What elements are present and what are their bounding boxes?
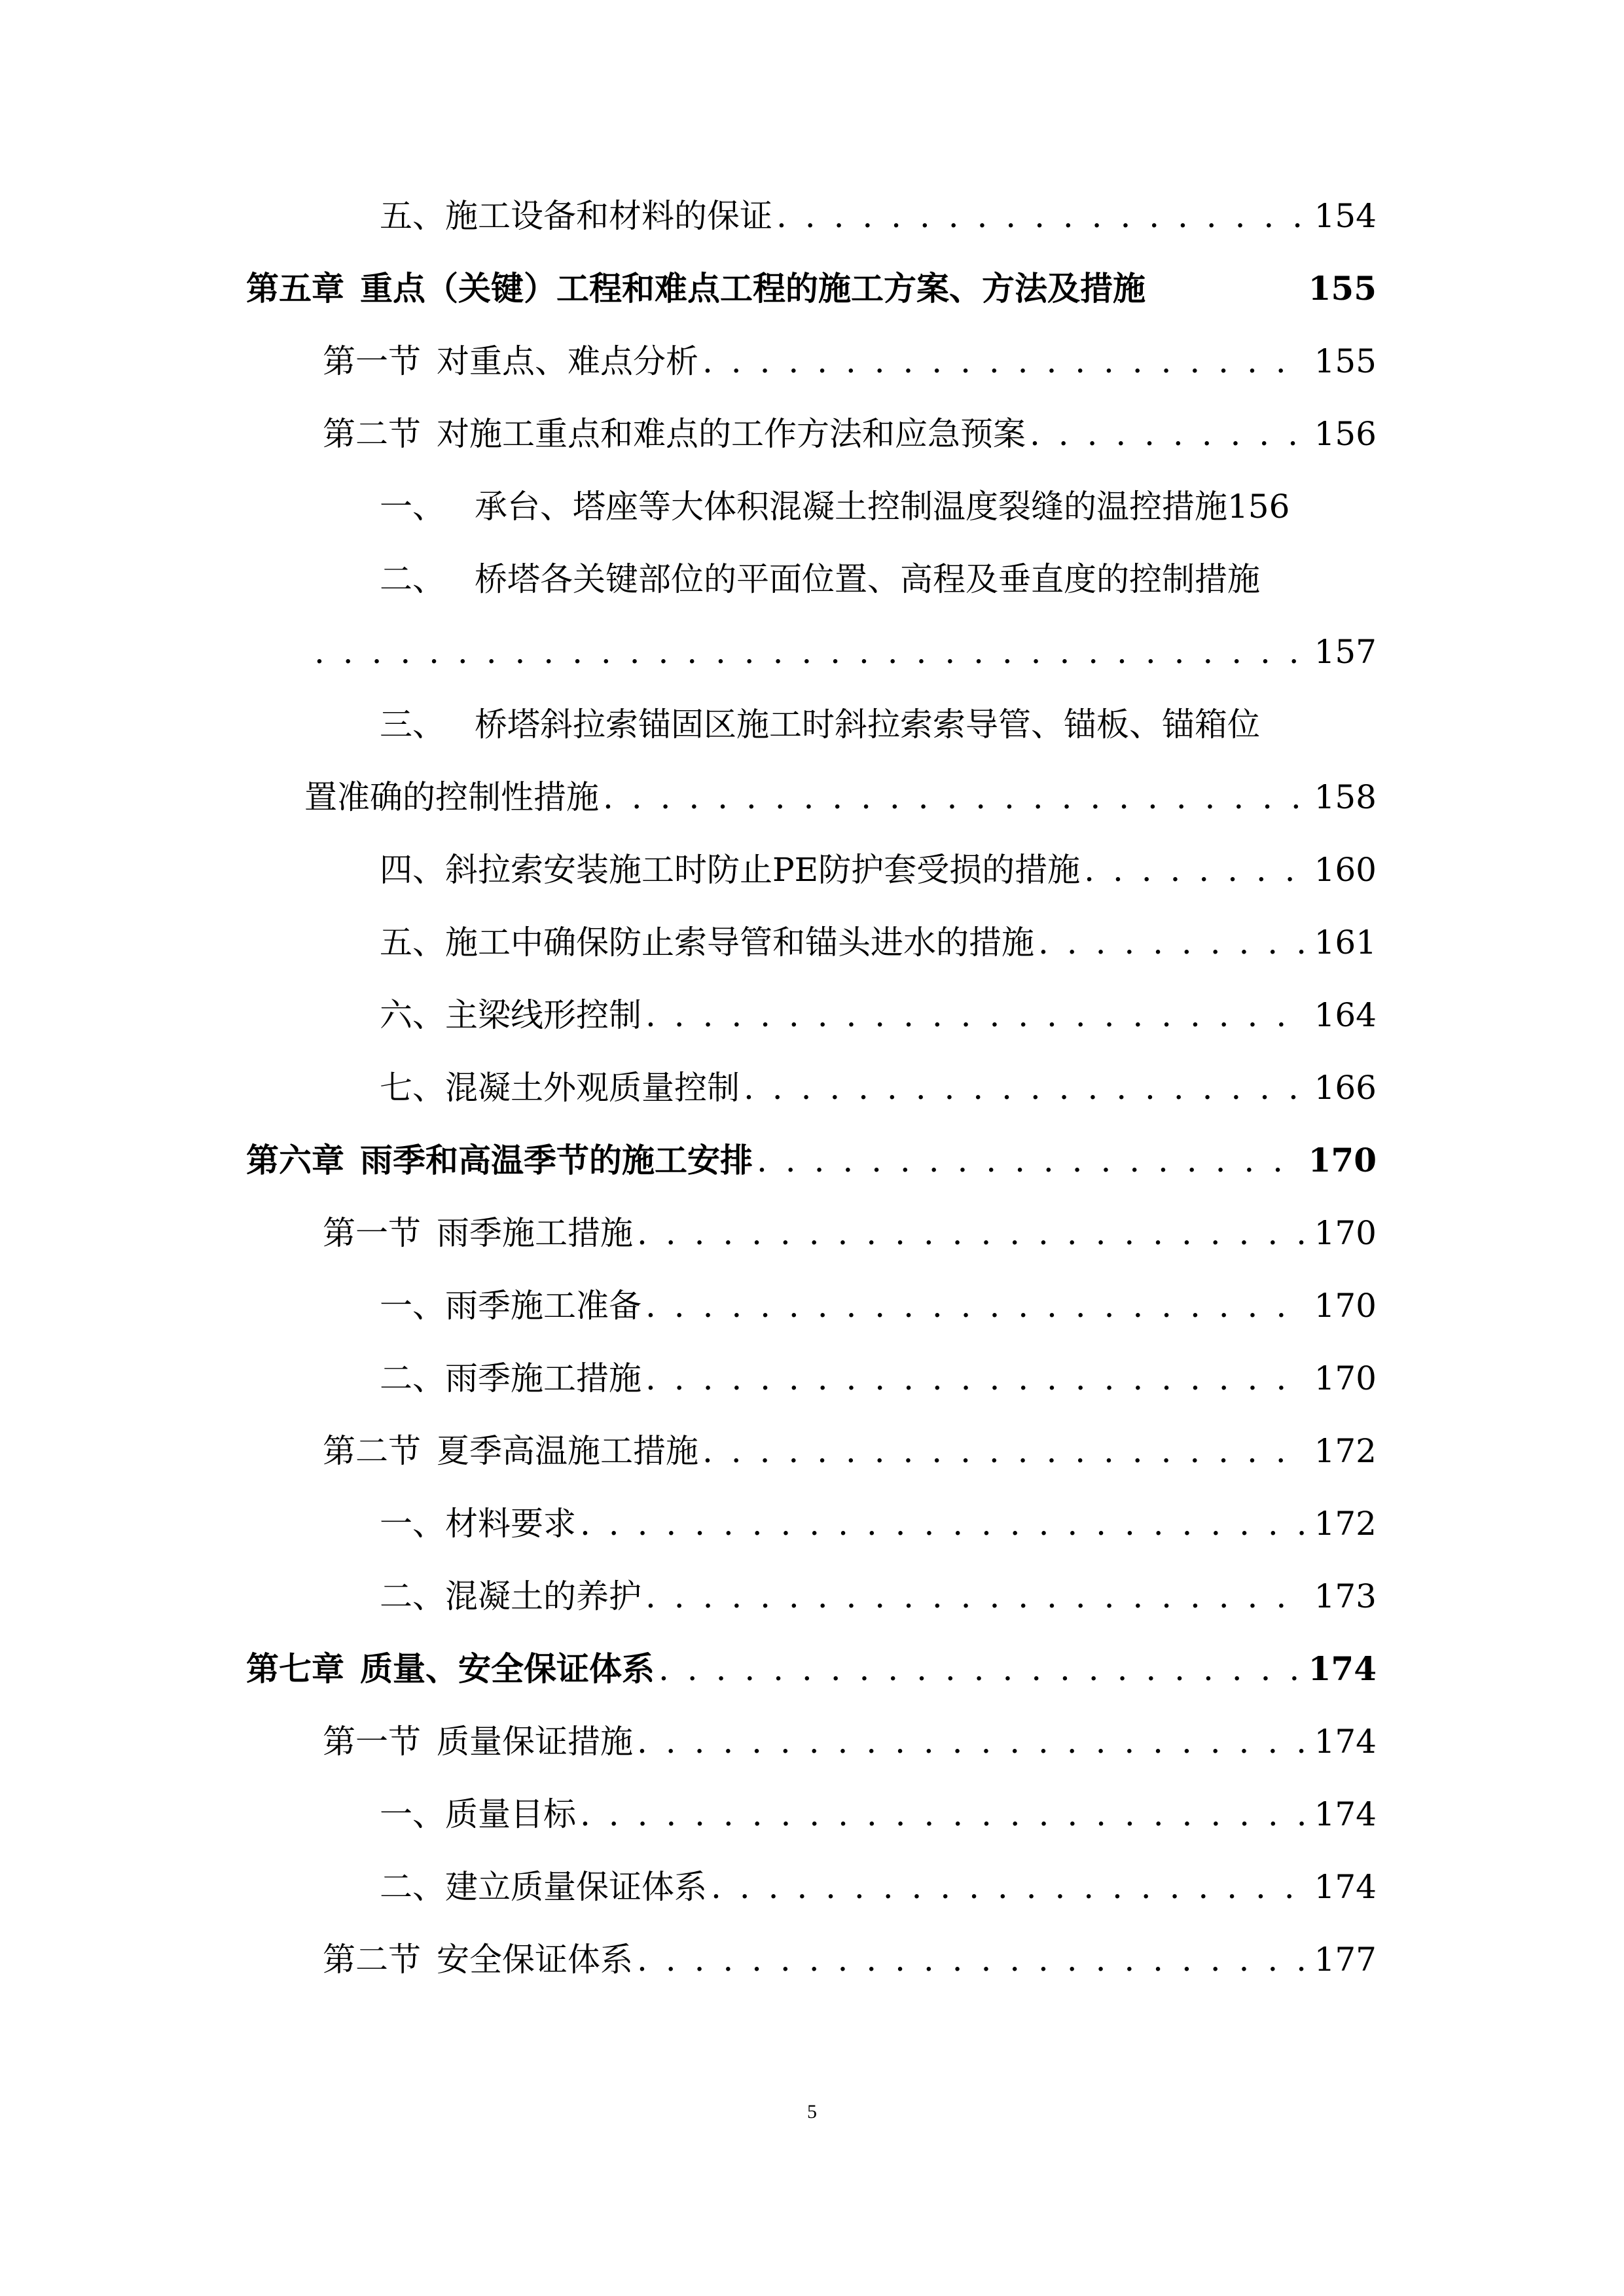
entry-number: 二、 bbox=[380, 1868, 445, 1906]
entry-title: 混凝土的养护 bbox=[445, 1577, 641, 1615]
entry-title: 建立质量保证体系 bbox=[445, 1868, 707, 1906]
entry-page-number: 156 bbox=[1227, 488, 1290, 526]
entry-title: 桥塔各关键部位的平面位置、高程及垂直度的控制措施 bbox=[475, 560, 1260, 598]
toc-entry[interactable] bbox=[380, 193, 1377, 239]
toc-section[interactable] bbox=[323, 1428, 1377, 1474]
entry-number: 七、 bbox=[380, 1069, 445, 1107]
entry-title: 施工中确保防止索导管和锚头进水的措施 bbox=[445, 924, 1034, 961]
entry-title: 材料要求 bbox=[445, 1505, 576, 1543]
page-number-footer: 5 bbox=[807, 2101, 817, 2123]
toc-entry[interactable] bbox=[380, 1501, 1377, 1547]
toc-chapter[interactable] bbox=[246, 1138, 1377, 1183]
section-title: 夏季高温施工措施 bbox=[437, 1432, 698, 1470]
entry-number: 五、 bbox=[380, 924, 445, 961]
entry-page-number: 174 bbox=[1308, 1649, 1377, 1688]
toc-entry[interactable] bbox=[380, 1573, 1377, 1619]
entry-title: 主梁线形控制 bbox=[445, 996, 641, 1034]
entry-number: 五、 bbox=[380, 197, 445, 235]
entry-title-continuation: 置准确的控制性措施 bbox=[304, 778, 599, 816]
chapter-number: 第六章 bbox=[246, 1141, 344, 1179]
dot-leader bbox=[645, 992, 1304, 1038]
dot-leader bbox=[1084, 847, 1303, 893]
toc-chapter[interactable] bbox=[246, 1646, 1377, 1692]
entry-page-number: 174 bbox=[1314, 1723, 1377, 1761]
section-title: 质量保证措施 bbox=[437, 1723, 633, 1761]
entry-page-number: 166 bbox=[1314, 1069, 1377, 1107]
entry-page-number: 172 bbox=[1314, 1432, 1377, 1470]
entry-title: 混凝土外观质量控制 bbox=[445, 1069, 740, 1107]
entry-title: 桥塔斜拉索锚固区施工时斜拉索索导管、锚板、锚箱位 bbox=[475, 706, 1260, 744]
entry-page-number: 154 bbox=[1314, 197, 1377, 235]
entry-page-number: 155 bbox=[1308, 269, 1377, 308]
entry-page-number: 157 bbox=[1314, 633, 1377, 671]
entry-page-number: 170 bbox=[1308, 1141, 1377, 1179]
chapter-title: 质量、安全保证体系 bbox=[360, 1649, 655, 1688]
dot-leader bbox=[757, 1138, 1298, 1183]
dot-leader bbox=[645, 1573, 1304, 1619]
toc-chapter[interactable] bbox=[246, 266, 1377, 312]
toc-section[interactable] bbox=[323, 1719, 1377, 1765]
entry-number: 六、 bbox=[380, 996, 445, 1034]
toc-entry[interactable] bbox=[380, 1791, 1377, 1837]
dot-leader bbox=[1038, 920, 1304, 965]
entry-page-number: 173 bbox=[1314, 1577, 1377, 1615]
chapter-title: 雨季和高温季节的施工安排 bbox=[360, 1141, 753, 1179]
toc-entry[interactable] bbox=[380, 702, 1260, 747]
entry-page-number: 156 bbox=[1314, 415, 1377, 453]
entry-number: 一、 bbox=[380, 1287, 445, 1325]
toc-entry[interactable] bbox=[380, 556, 1260, 602]
entry-title: 雨季施工措施 bbox=[445, 1359, 641, 1397]
dot-leader bbox=[1030, 411, 1304, 457]
section-number: 第一节 bbox=[323, 1723, 421, 1761]
toc-section[interactable] bbox=[323, 411, 1377, 457]
dot-leader bbox=[645, 1355, 1304, 1401]
section-number: 第二节 bbox=[323, 1941, 421, 1979]
toc-section[interactable] bbox=[323, 338, 1377, 384]
entry-title: 施工设备和材料的保证 bbox=[445, 197, 772, 235]
entry-number: 二、 bbox=[380, 1359, 445, 1397]
entry-page-number: 158 bbox=[1314, 778, 1377, 816]
dot-leader bbox=[702, 338, 1304, 384]
dot-leader bbox=[637, 1937, 1304, 1982]
chapter-number: 第七章 bbox=[246, 1649, 344, 1688]
entry-page-number: 170 bbox=[1314, 1359, 1377, 1397]
toc-entry[interactable] bbox=[380, 484, 1290, 529]
toc-section[interactable] bbox=[323, 1210, 1377, 1256]
section-number: 第一节 bbox=[323, 1214, 421, 1252]
section-number: 第一节 bbox=[323, 342, 421, 380]
entry-page-number: 172 bbox=[1314, 1505, 1377, 1543]
toc-entry[interactable] bbox=[380, 1355, 1377, 1401]
dot-leader bbox=[580, 1501, 1304, 1547]
toc-entry[interactable] bbox=[380, 847, 1377, 893]
entry-number: 一、 bbox=[380, 488, 445, 526]
entry-title: 雨季施工准备 bbox=[445, 1287, 641, 1325]
entry-page-number: 174 bbox=[1314, 1868, 1377, 1906]
toc-entry[interactable] bbox=[380, 1864, 1377, 1910]
dot-leader bbox=[645, 1283, 1304, 1329]
section-title: 雨季施工措施 bbox=[437, 1214, 633, 1252]
entry-page-number: 160 bbox=[1314, 851, 1377, 889]
entry-number: 二、 bbox=[380, 1577, 445, 1615]
dot-leader bbox=[637, 1210, 1304, 1256]
dot-leader bbox=[580, 1791, 1304, 1837]
toc-entry-continuation[interactable] bbox=[304, 774, 1377, 820]
dot-leader bbox=[314, 629, 1304, 675]
section-title: 安全保证体系 bbox=[437, 1941, 633, 1979]
entry-page-number: 170 bbox=[1314, 1214, 1377, 1252]
entry-page-number: 174 bbox=[1314, 1795, 1377, 1833]
entry-page-number: 170 bbox=[1314, 1287, 1377, 1325]
section-number: 第二节 bbox=[323, 1432, 421, 1470]
toc-entry[interactable] bbox=[380, 1065, 1377, 1111]
entry-number: 二、 bbox=[380, 560, 445, 598]
section-title: 对重点、难点分析 bbox=[437, 342, 698, 380]
entry-number: 一、 bbox=[380, 1795, 445, 1833]
entry-page-number: 177 bbox=[1314, 1941, 1377, 1979]
toc-entry[interactable] bbox=[380, 992, 1377, 1038]
toc-entry[interactable] bbox=[380, 920, 1377, 965]
chapter-title: 重点（关键）工程和难点工程的施工方案、方法及措施 bbox=[360, 269, 1146, 308]
toc-section[interactable] bbox=[323, 1937, 1377, 1982]
dot-leader bbox=[744, 1065, 1304, 1111]
dot-leader bbox=[711, 1864, 1304, 1910]
section-title: 对施工重点和难点的工作方法和应急预案 bbox=[437, 415, 1026, 453]
entry-title: 斜拉索安装施工时防止PE防护套受损的措施 bbox=[445, 851, 1081, 889]
toc-entry[interactable] bbox=[380, 1283, 1377, 1329]
entry-page-number: 161 bbox=[1314, 924, 1377, 961]
entry-title: 承台、塔座等大体积混凝土控制温度裂缝的温控措施 bbox=[475, 488, 1227, 526]
dot-leader bbox=[603, 774, 1304, 820]
dot-leader bbox=[702, 1428, 1304, 1474]
entry-number: 三、 bbox=[380, 706, 445, 744]
entry-title: 质量目标 bbox=[445, 1795, 576, 1833]
dot-leader bbox=[637, 1719, 1304, 1765]
dot-leader bbox=[659, 1646, 1298, 1692]
entry-number: 一、 bbox=[380, 1505, 445, 1543]
entry-page-number: 164 bbox=[1314, 996, 1377, 1034]
entry-number: 四、 bbox=[380, 851, 445, 889]
chapter-number: 第五章 bbox=[246, 269, 344, 308]
entry-page-number: 155 bbox=[1314, 342, 1377, 380]
section-number: 第二节 bbox=[323, 415, 421, 453]
dot-leader bbox=[776, 193, 1304, 239]
toc-entry-continuation[interactable] bbox=[314, 629, 1377, 675]
